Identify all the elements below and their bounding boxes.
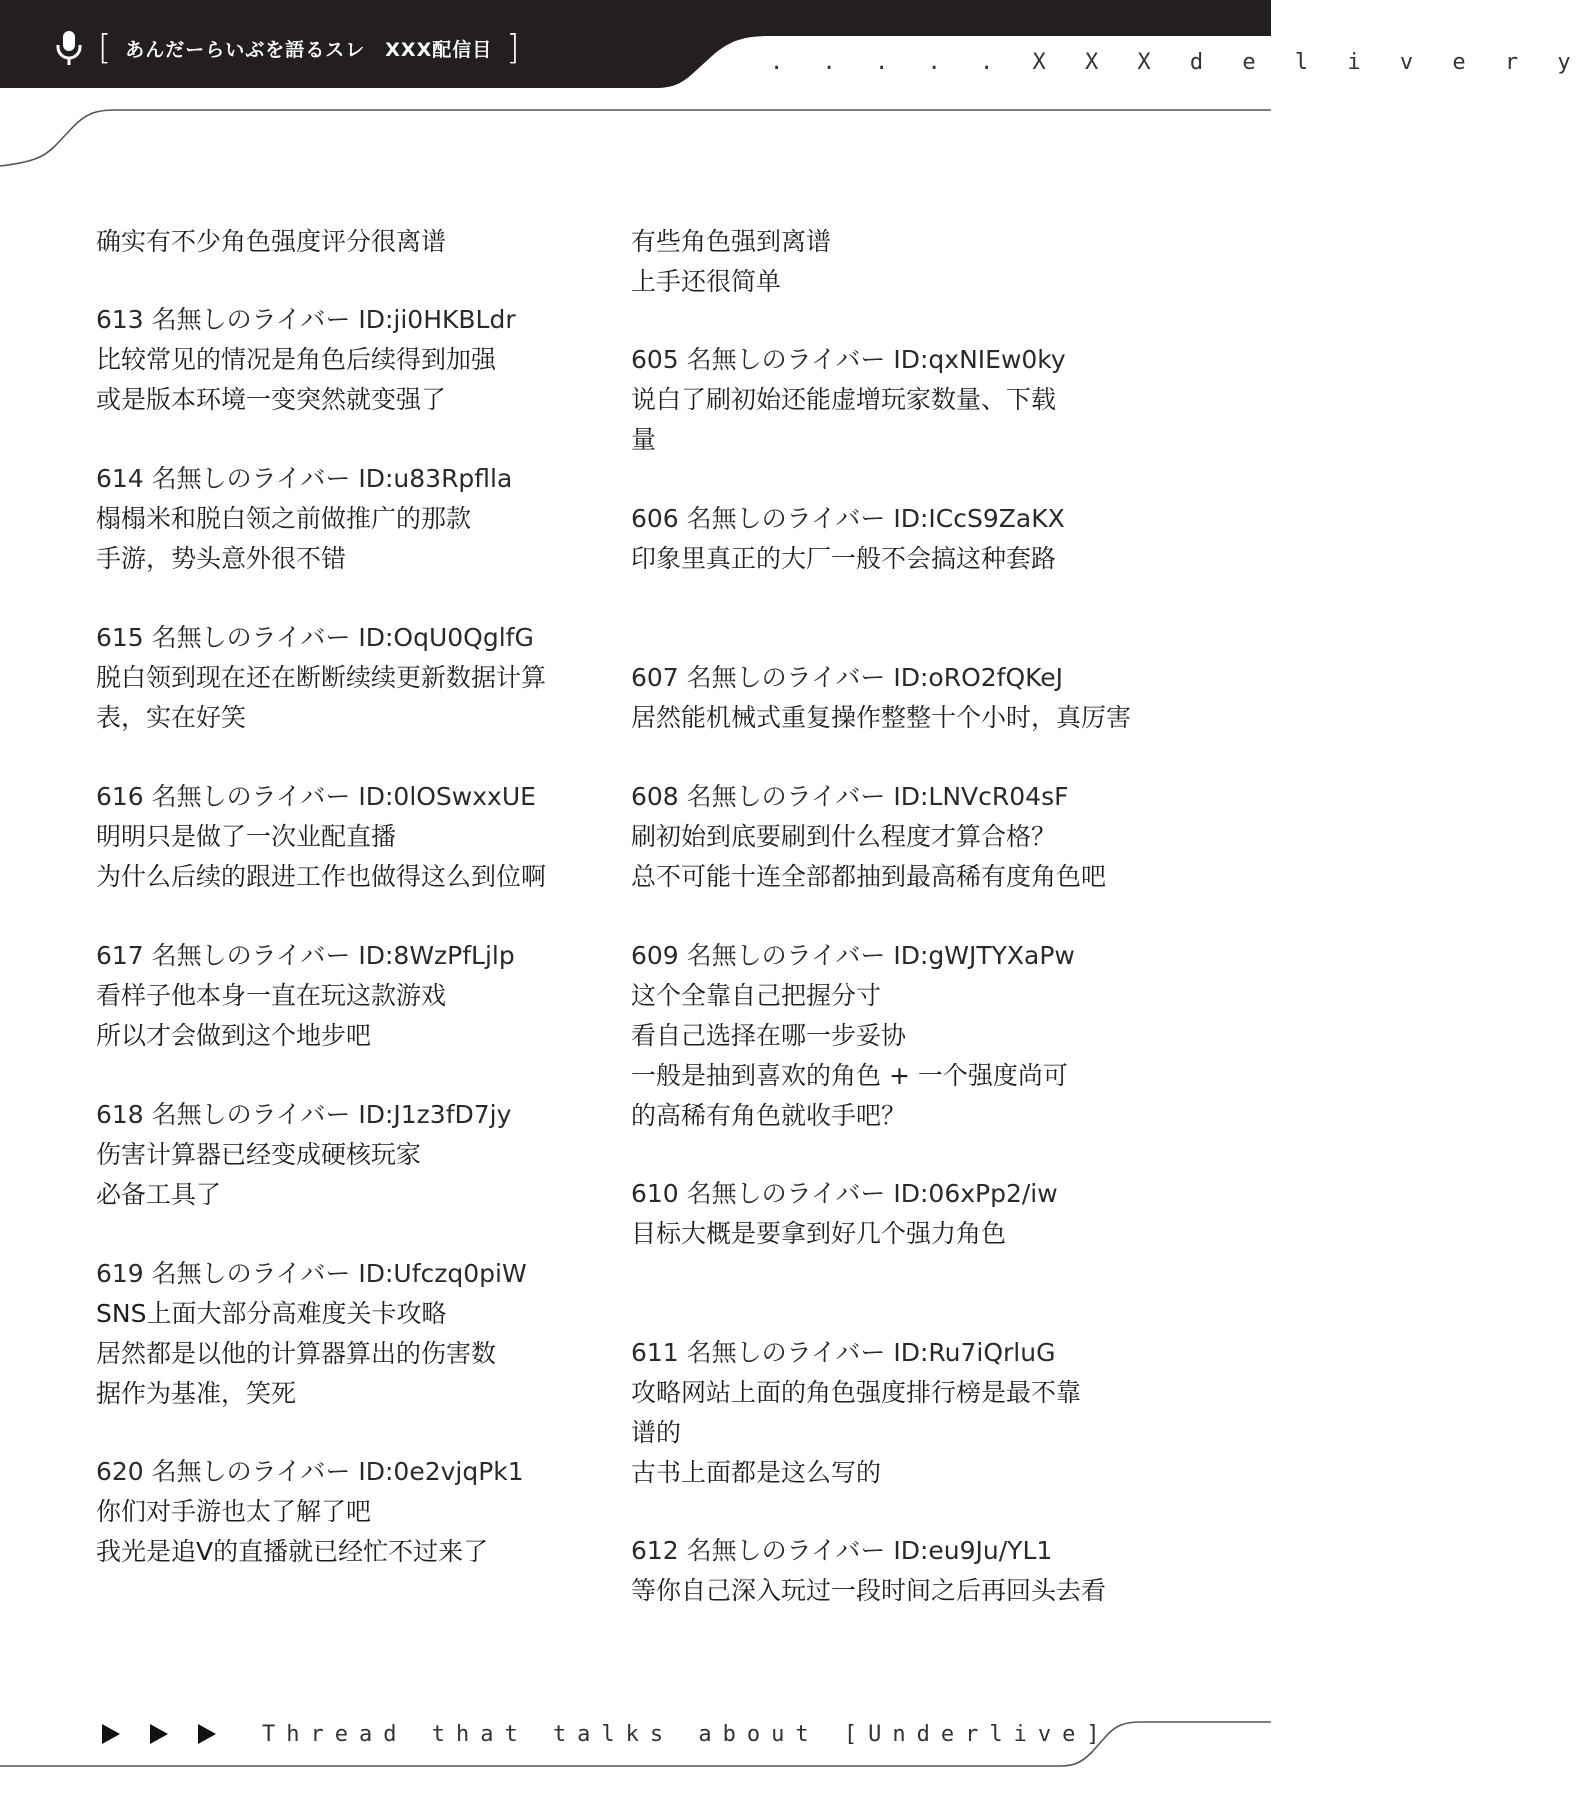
post-header: 618 名無しのライバー ID:J1z3fD7jy [96,1100,512,1129]
post [96,459,636,579]
post-line: 居然能机械式重复操作整整十个小时，真厉害 [631,703,1132,732]
footer-arrows [100,1722,218,1746]
post-line: 为什么后续的跟进工作也做得这么到位啊 [96,862,547,891]
post-line: SNS上面大部分高难度关卡攻略 [96,1299,447,1328]
post-line: 或是版本环境一变突然就变强了 [96,385,447,414]
post-header: 605 名無しのライバー ID:qxNIEw0ky [631,345,1066,374]
post-line: 居然都是以他的计算器算出的伤害数 [96,1339,497,1368]
post-header: 613 名無しのライバー ID:ji0HKBLdr [96,305,516,334]
post-line: 谱的 [631,1418,682,1447]
post-line: 伤害计算器已经变成硬核玩家 [96,1140,422,1169]
post [631,222,1191,302]
post-header: 612 名無しのライバー ID:eu9Ju/YL1 [631,1536,1053,1565]
post-header: 608 名無しのライバー ID:LNVcR04sF [631,782,1069,811]
post-header: 614 名無しのライバー ID:u83Rpflla [96,464,513,493]
delivery-subtitle: . . . . . X X X d e l i v e r y [770,50,1584,75]
post [631,340,1191,460]
post-header: 609 名無しのライバー ID:gWJTYXaPw [631,941,1075,970]
post-line: 有些角色强到离谱 [631,227,832,256]
post-header: 615 名無しのライバー ID:OqU0QglfG [96,623,534,652]
post-header: 606 名無しのライバー ID:ICcS9ZaKX [631,504,1065,533]
post-line: 一般是抽到喜欢的角色 + 一个强度尚可 [631,1061,1068,1090]
post-header: 617 名無しのライバー ID:8WzPfLjlp [96,941,515,970]
header-title [54,26,519,70]
post [631,777,1191,897]
post [631,1333,1191,1493]
post-line: 手游，势头意外很不错 [96,544,347,573]
post-line: 攻略网站上面的角色强度排行榜是最不靠 [631,1378,1082,1407]
post-line: 据作为基准，笑死 [96,1379,297,1408]
post-header: 611 名無しのライバー ID:Ru7iQrluG [631,1338,1056,1367]
post [96,1095,636,1215]
post [96,618,636,738]
title-bracket-open: [ [98,28,112,68]
play-arrow-icon [148,1722,170,1746]
thread-title: あんだーらいぶを語るスレ XXX配信目 [125,38,493,61]
post [631,499,1191,579]
post-line: 脱白领到现在还在断断续续更新数据计算 [96,663,547,692]
post [96,936,636,1056]
microphone-icon [54,29,84,67]
post-header: 620 名無しのライバー ID:0e2vjqPk1 [96,1457,524,1486]
title-bracket-close: ] [506,28,520,68]
play-arrow-icon [100,1722,122,1746]
post-line: 说白了刷初始还能虚增玩家数量、下载 [631,385,1057,414]
post-line: 明明只是做了一次业配直播 [96,822,397,851]
post-header: 607 名無しのライバー ID:oRO2fQKeJ [631,663,1064,692]
post-header: 616 名無しのライバー ID:0lOSwxxUE [96,782,536,811]
post [631,658,1191,738]
post [631,1531,1191,1611]
post-line: 目标大概是要拿到好几个强力角色 [631,1219,1007,1248]
post-line: 所以才会做到这个地步吧 [96,1021,372,1050]
footer-tagline: Thread that talks about [Underlive] [262,1722,1111,1747]
post [96,300,636,420]
post [96,1452,636,1572]
play-arrow-icon [196,1722,218,1746]
post-line: 印象里真正的大厂一般不会搞这种套路 [631,544,1057,573]
post-header: 610 名無しのライバー ID:06xPp2/iw [631,1179,1058,1208]
post-line: 确实有不少角色强度评分很离谱 [96,227,447,256]
post-line: 必备工具了 [96,1180,222,1209]
post [96,1254,636,1414]
post-line: 这个全靠自己把握分寸 [631,981,882,1010]
post-header: 619 名無しのライバー ID:Ufczq0piW [96,1259,527,1288]
post-line: 古书上面都是这么写的 [631,1458,882,1487]
post-line: 量 [631,425,657,454]
post-line: 等你自己深入玩过一段时间之后再回头去看 [631,1576,1107,1605]
post-line: 的高稀有角色就收手吧？ [631,1101,907,1130]
post-line: 比较常见的情况是角色后续得到加强 [96,345,497,374]
post [631,936,1191,1136]
post-line: 看自己选择在哪一步妥协 [631,1021,907,1050]
post-line: 表，实在好笑 [96,703,247,732]
post [631,1174,1191,1254]
post-line: 上手还很简单 [631,267,782,296]
post-line: 看样子他本身一直在玩这款游戏 [96,981,447,1010]
post-line: 你们对手游也太了解了吧 [96,1497,372,1526]
post [96,777,636,897]
post-line: 刷初始到底要刷到什么程度才算合格？ [631,822,1057,851]
post [96,222,636,262]
post-line: 总不可能十连全部都抽到最高稀有度角色吧 [631,862,1107,891]
post-line: 榻榻米和脱白领之前做推广的那款 [96,504,472,533]
post-line: 我光是追V的直播就已经忙不过来了 [96,1537,489,1566]
